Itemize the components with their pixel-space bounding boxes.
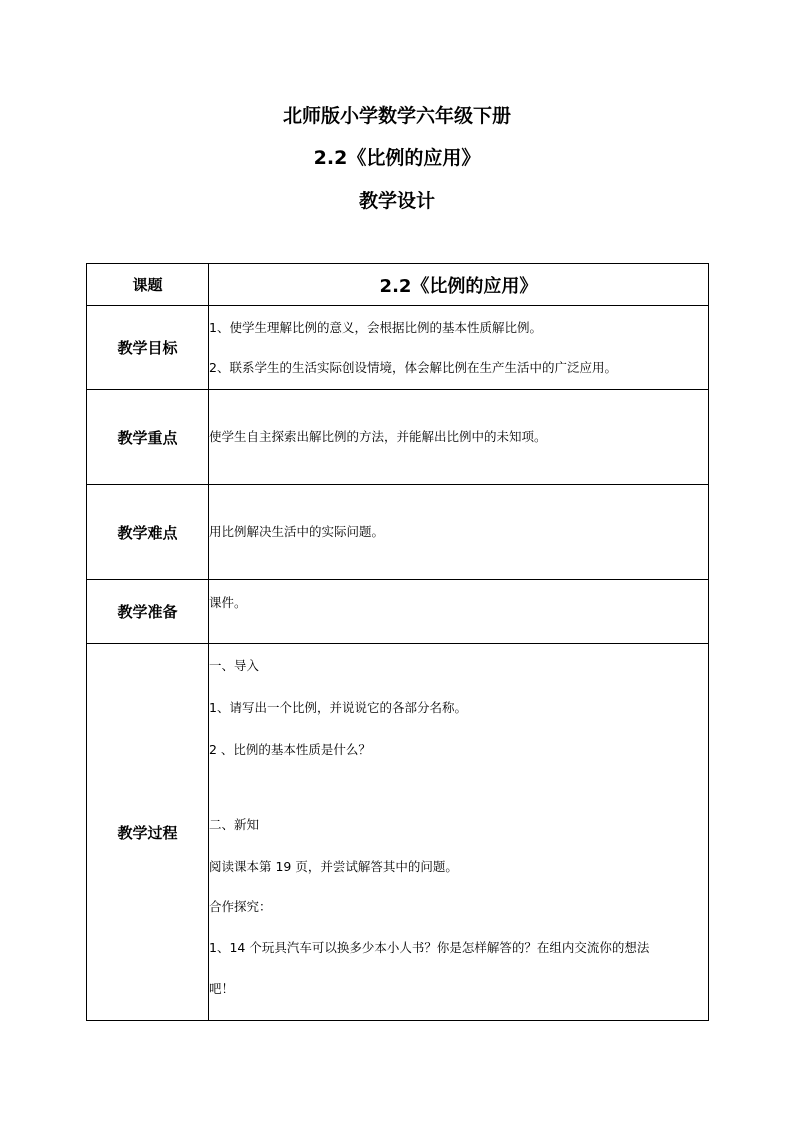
process-line: 1、14 个玩具汽车可以换多少本小人书？你是怎样解答的？在组内交流你的想法 [209,940,650,955]
topic-value: 2.2《比例的应用》 [209,264,709,306]
process-line: 合作探究： [209,899,272,914]
process-line: 1、请写出一个比例，并说说它的各部分名称。 [209,700,467,715]
table-row-preparation [87,580,709,644]
goal-item: 1、使学生理解比例的意义，会根据比例的基本性质解比例。 [209,320,542,335]
key-points-text [209,390,709,485]
table-row-goals [87,306,709,390]
table-row-key-points [87,390,709,485]
lesson-plan-table [86,263,709,1021]
goal-item: 2、联系学生的生活实际创设情境，体会解比例在生产生活中的广泛应用。 [209,360,617,375]
row-label-difficulties: 教学难点 [87,485,209,580]
difficulties-text [209,485,709,580]
preparation-text [209,580,709,644]
row-label-process: 教学过程 [87,644,209,1021]
row-label-key-points: 教学重点 [87,390,209,485]
process-content [209,644,709,1021]
key-points-paragraph: 使学生自主探索出解比例的方法，并能解出比例中的未知项。 [209,429,547,444]
row-label-topic: 课题 [87,264,209,306]
difficulties-paragraph: 用比例解决生活中的实际问题。 [209,524,385,539]
table-row-process [87,644,709,1021]
title-lesson: 2.2《比例的应用》 [313,147,481,169]
table-row-difficulties [87,485,709,580]
row-label-preparation: 教学准备 [87,580,209,644]
process-line: 一、导入 [209,658,260,673]
process-line: 阅读课本第 19 页，并尝试解答其中的问题。 [209,859,458,874]
process-line: 2 、比例的基本性质是什么？ [209,742,371,757]
document-title [0,103,794,211]
table-row-topic [87,264,709,306]
process-line: 吧！ [209,981,235,996]
row-label-goals: 教学目标 [87,306,209,390]
title-series: 北师版小学数学六年级下册 [282,105,511,127]
goals-content [209,306,709,390]
title-doc-type: 教学设计 [358,190,435,212]
preparation-paragraph: 课件。 [209,594,247,610]
process-line: 二、新知 [209,817,260,832]
